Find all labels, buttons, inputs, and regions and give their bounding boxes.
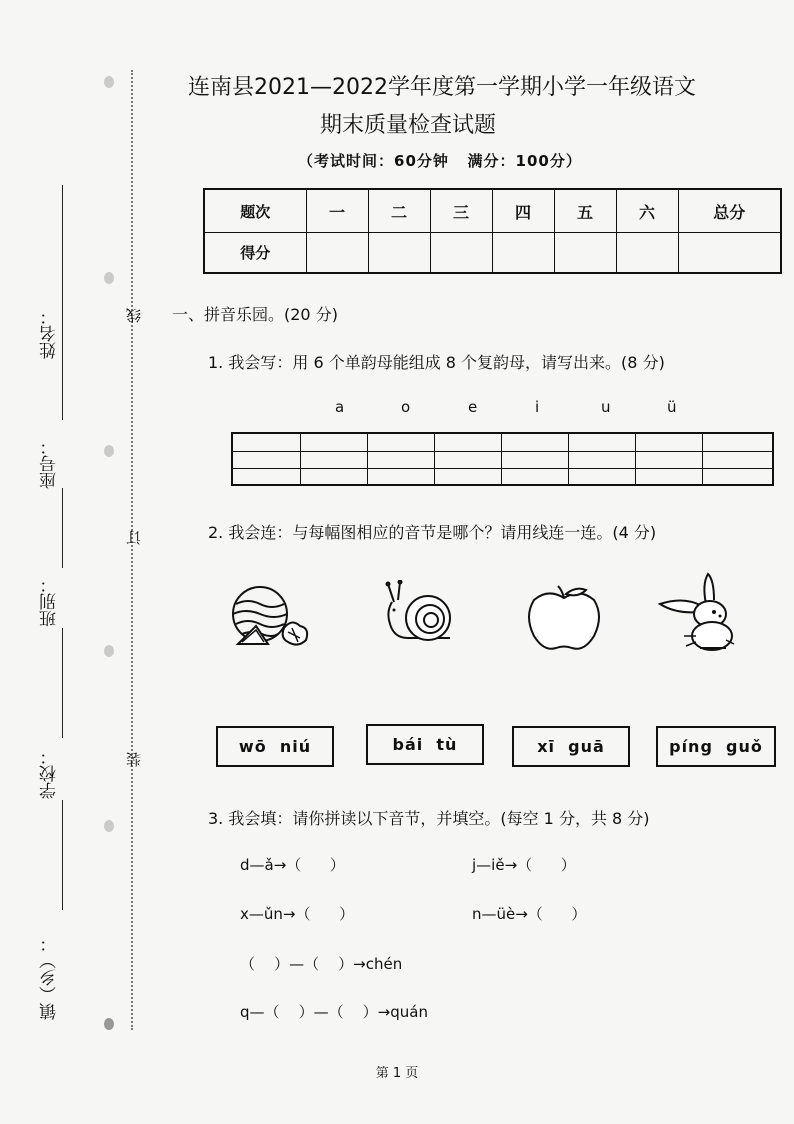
seat-label: 座号：	[40, 438, 60, 489]
vowel-a: a	[335, 398, 345, 416]
table-header-cell: 二	[368, 189, 430, 233]
table-row-label: 得分	[204, 233, 306, 273]
score-cell[interactable]	[678, 233, 781, 273]
pinyin-option-box[interactable]: xī guā	[512, 726, 630, 767]
fill-blank-item[interactable]: x—ǔn→（ ）	[240, 905, 355, 923]
fill-blank-item[interactable]: j—iě→（ ）	[472, 856, 576, 874]
apple-picture	[524, 584, 604, 654]
seam-mark-xian: 线	[125, 308, 143, 323]
fill-blank-item[interactable]: （ ）—（ ）→chén	[240, 955, 403, 973]
table-header-cell: 总分	[678, 189, 781, 233]
pinyin-writing-grid[interactable]	[231, 432, 774, 486]
exam-title: 连南县2021—2022学年度第一学期小学一年级语文	[188, 75, 696, 100]
fill-blank-item[interactable]: d—ǎ→（ ）	[240, 856, 345, 874]
score-cell[interactable]	[368, 233, 430, 273]
score-cell[interactable]	[554, 233, 616, 273]
binding-line-seat	[62, 488, 63, 568]
exam-time-info: （考试时间：60分钟 满分：100分）	[298, 152, 582, 170]
question-2-text: 2. 我会连：与每幅图相应的音节是哪个？请用线连一连。(4 分)	[208, 523, 657, 542]
binding-line-class	[62, 628, 63, 738]
fill-blank-item[interactable]: q—（ ）—（ ）→quán	[240, 1003, 428, 1021]
question-3-text: 3. 我会填：请你拼读以下音节，并填空。(每空 1 分，共 8 分)	[208, 809, 650, 828]
score-table-score-row	[204, 233, 781, 273]
pinyin-option-box[interactable]: bái tù	[366, 724, 484, 765]
binding-hole	[104, 1018, 114, 1030]
town-label: 镇（乡）：	[40, 935, 60, 1020]
binding-line-name	[62, 185, 63, 420]
score-table	[203, 188, 782, 274]
pinyin-option-box[interactable]: wō niú	[216, 726, 334, 767]
class-label: 班别：	[40, 576, 60, 627]
binding-hole	[104, 272, 114, 284]
vowel-u: u	[601, 398, 611, 416]
question-1-text: 1. 我会写：用 6 个单韵母能组成 8 个复韵母，请写出来。(8 分)	[208, 353, 665, 372]
exam-subtitle-title: 期末质量检查试题	[320, 113, 497, 138]
pinyin-option-box[interactable]: píng guǒ	[656, 726, 776, 767]
name-label: 姓名：	[40, 308, 60, 359]
score-table-header-row	[204, 189, 781, 233]
section-title: 一、拼音乐园。(20 分)	[172, 305, 338, 324]
score-cell[interactable]	[492, 233, 554, 273]
rabbit-picture	[656, 570, 740, 652]
seam-dotted-line	[131, 70, 133, 1030]
fill-blank-item[interactable]: n—üè→（ ）	[472, 905, 587, 923]
table-header-cell: 一	[306, 189, 368, 233]
table-header-cell: 三	[430, 189, 492, 233]
table-header-cell: 五	[554, 189, 616, 233]
binding-line-school	[62, 800, 63, 910]
page-number: 第 1 页	[375, 1066, 419, 1081]
vowel-o: o	[401, 398, 411, 416]
score-cell[interactable]	[306, 233, 368, 273]
score-cell[interactable]	[430, 233, 492, 273]
seam-mark-ding: 订	[125, 530, 143, 545]
table-header-cell: 题次	[204, 189, 306, 233]
binding-hole	[104, 445, 114, 457]
seam-mark-zhuang: 装	[125, 752, 143, 767]
vowel-v: ü	[667, 398, 677, 416]
vowel-e: e	[468, 398, 478, 416]
vowel-i: i	[535, 398, 540, 416]
binding-hole	[104, 820, 114, 832]
binding-hole	[104, 645, 114, 657]
table-header-cell: 四	[492, 189, 554, 233]
table-header-cell: 六	[616, 189, 678, 233]
school-label: 学校：	[40, 748, 60, 799]
score-cell[interactable]	[616, 233, 678, 273]
watermelon-picture	[228, 582, 314, 652]
snail-picture	[378, 580, 464, 646]
